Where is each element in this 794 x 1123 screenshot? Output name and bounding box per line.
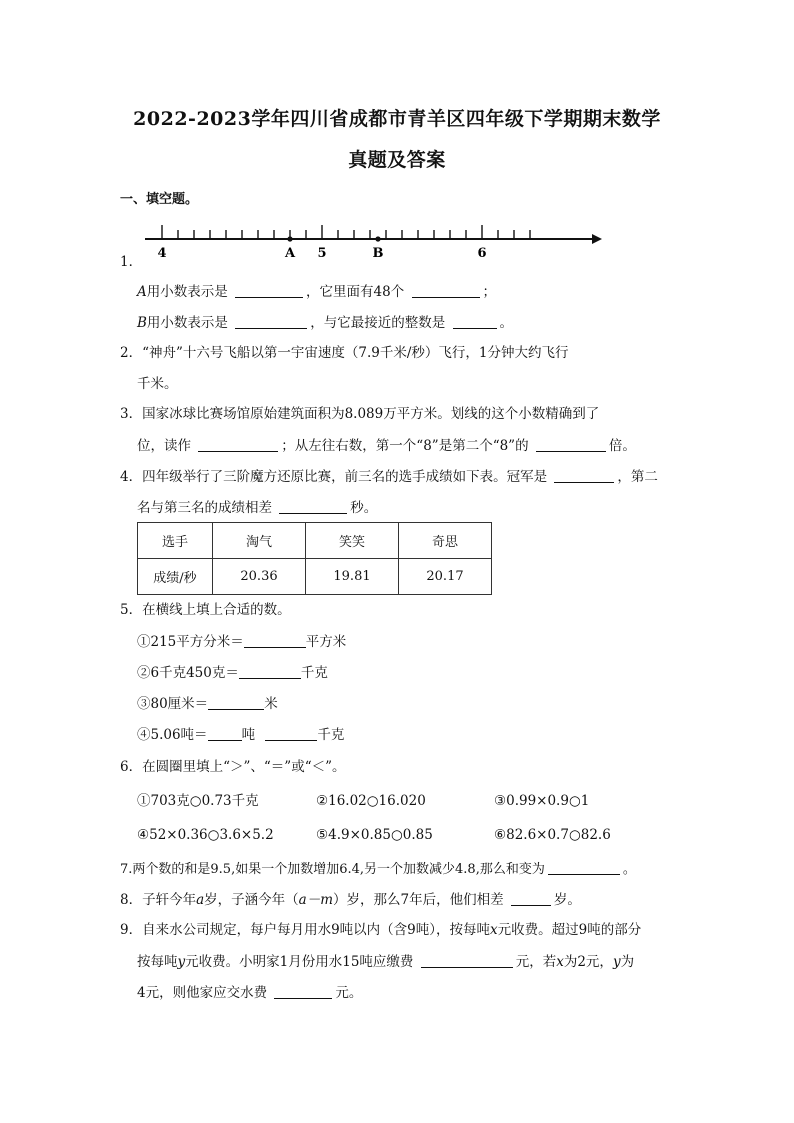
q6-d1: ④52×0.36 <box>137 827 208 843</box>
q3-line1: 3．国家冰球比赛场馆原始建筑面积为8.089万平方米。划线的这个小数精确到了 <box>120 406 600 422</box>
q1-number: 1． <box>120 254 143 270</box>
q5-3a: ③80厘米＝ <box>137 696 209 712</box>
q1-blank-b2[interactable] <box>453 314 497 329</box>
q5-2a: ②6千克450克＝ <box>137 665 239 681</box>
q1-blank-b1[interactable] <box>235 314 307 329</box>
q6-e2: 0.85 <box>402 827 433 843</box>
q5-2b: 千克 <box>300 665 328 681</box>
number-line-label: 6 <box>477 246 487 261</box>
q1-text-a2: ，它里面有48个 <box>306 284 405 300</box>
q5-blank-4a[interactable] <box>208 726 242 741</box>
q6-b2: 16.020 <box>378 793 426 809</box>
q3-line2 <box>137 437 636 454</box>
q7-line <box>120 860 636 878</box>
table-row <box>138 559 492 595</box>
q4-text-1a: 4．四年级举行了三阶魔方还原比赛，前三名的选手成绩如下表。冠军是 <box>120 469 548 485</box>
q9-line1 <box>120 922 641 938</box>
q8-d: 岁。 <box>553 892 581 908</box>
q6-a2: 0.73千克 <box>201 793 259 809</box>
q5-item-1 <box>137 633 346 650</box>
q1-line-a <box>137 283 496 300</box>
q1-text-b1: 用小数表示是 <box>146 315 228 331</box>
q9-2d: 为2元， <box>563 954 613 970</box>
q9-2e: 为 <box>620 954 635 970</box>
q6-c2: 1 <box>580 793 590 809</box>
q9-3b: 元。 <box>335 985 363 1001</box>
q6-item-2 <box>316 793 426 809</box>
q6-e1: ⑤4.9×0.85 <box>316 827 391 843</box>
q9-blank-2[interactable] <box>274 984 332 999</box>
q8-a: 8．子轩今年 <box>120 892 197 908</box>
number-line-label: 4 <box>157 246 167 261</box>
q5-4c: 千克 <box>317 727 345 743</box>
q5-blank-3[interactable] <box>208 695 264 710</box>
compare-circle-icon[interactable]: ○ <box>189 793 202 809</box>
q5-blank-4b[interactable] <box>265 726 317 741</box>
q5-item-4 <box>137 726 344 743</box>
q6-f1: ⑥82.6×0.7 <box>494 827 569 843</box>
q8-var-a: a <box>196 892 205 908</box>
q9-2c: 元，若 <box>515 954 557 970</box>
q6-f2: 82.6 <box>580 827 611 843</box>
q3-text-b: ；从左往右数，第一个“8”是第二个“8”的 <box>281 438 529 454</box>
q4-blank-1[interactable] <box>554 468 614 483</box>
q9-2b: 元收费。小明家1月份用水15吨应缴费 <box>185 954 414 970</box>
q6-d2: 3.6×5.2 <box>219 827 274 843</box>
q6-stem: 6．在圆圈里填上“＞”、“＝”或“＜”。 <box>120 759 346 775</box>
number-line-label: B <box>372 246 384 261</box>
q5-4b: 吨 <box>241 727 256 743</box>
q1-line-b <box>137 314 513 331</box>
q6-item-5 <box>316 827 433 843</box>
q8-var-expr: a－m <box>298 892 334 908</box>
number-line-figure <box>140 222 610 262</box>
q5-blank-1[interactable] <box>244 633 306 648</box>
q4-text-2b: 秒。 <box>350 500 378 516</box>
q5-item-2 <box>137 664 328 681</box>
table-header-cell: 笑笑 <box>306 523 399 559</box>
q1-text-b3: 。 <box>499 315 514 331</box>
table-cell: 19.81 <box>306 559 399 595</box>
q4-text-1b: ，第二 <box>617 469 658 485</box>
q8-blank[interactable] <box>511 891 551 906</box>
q9-var-y: y <box>177 954 186 970</box>
q9-3a: 4元，则他家应交水费 <box>137 985 268 1001</box>
compare-circle-icon[interactable]: ○ <box>366 793 379 809</box>
q5-4a: ④5.06吨＝ <box>137 727 208 743</box>
q4-line1 <box>120 468 658 485</box>
q5-blank-2[interactable] <box>239 664 301 679</box>
q6-item-1 <box>137 793 259 809</box>
table-header-cell: 淘气 <box>213 523 306 559</box>
q9-blank-1[interactable] <box>421 953 513 968</box>
compare-circle-icon[interactable]: ○ <box>568 827 581 843</box>
q3-text-a: 位，读作 <box>137 438 191 454</box>
q6-a1: ①703克 <box>137 793 190 809</box>
q3-blank-2[interactable] <box>536 437 606 452</box>
q2-line2: 千米。 <box>137 376 178 392</box>
q9-var-x-2: x <box>556 954 564 970</box>
q4-text-2a: 名与第三名的成绩相差 <box>137 500 272 516</box>
q8-c: ）岁，那么7年后，他们相差 <box>333 892 504 908</box>
q8-line <box>120 891 581 908</box>
table-header-cell: 奇思 <box>399 523 492 559</box>
q5-1a: ①215平方分米＝ <box>137 634 244 650</box>
scores-table <box>137 522 492 595</box>
q1-var-a: A <box>137 284 147 300</box>
q3-text-c: 倍。 <box>608 438 636 454</box>
q1-text-a1: 用小数表示是 <box>146 284 228 300</box>
label-group <box>157 236 486 261</box>
q5-item-3 <box>137 695 278 712</box>
q7-blank[interactable] <box>548 860 620 875</box>
q9-2a: 按每吨 <box>137 954 178 970</box>
section-heading: 一、填空题。 <box>120 192 199 207</box>
q6-c1: ③0.99×0.9 <box>494 793 569 809</box>
q8-b: 岁，子涵今年（ <box>204 892 299 908</box>
number-line-label: 5 <box>317 246 327 261</box>
q4-line2 <box>137 499 377 516</box>
q7-text: 7.两个数的和是9.5,如果一个加数增加6.4,另一个加数减少4.8,那么和变为 <box>120 862 545 877</box>
q5-stem: 5．在横线上填上合适的数。 <box>120 602 291 618</box>
table-header-cell: 选手 <box>138 523 213 559</box>
page-title-line1: 2022-2023学年四川省成都市青羊区四年级下学期期末数学 <box>133 108 661 130</box>
table-cell: 20.36 <box>213 559 306 595</box>
number-line-label: A <box>284 246 296 261</box>
q6-item-6 <box>494 827 611 843</box>
q9-1a: 9．自来水公司规定，每户每月用水9吨以内（含9吨），按每吨 <box>120 922 491 938</box>
q9-var-y-2: y <box>612 954 621 970</box>
point-marker-b <box>375 236 380 241</box>
q1-text-a3: ； <box>482 284 497 300</box>
q9-1b: 元收费。超过9吨的部分 <box>497 922 642 938</box>
q9-var-x: x <box>490 922 498 938</box>
q1-text-b2: ，与它最接近的整数是 <box>310 315 446 331</box>
q3-blank-1[interactable] <box>198 437 278 452</box>
q6-item-3 <box>494 793 589 809</box>
q4-blank-2[interactable] <box>279 499 347 514</box>
point-marker-a <box>287 236 292 241</box>
q9-line2 <box>137 953 634 970</box>
arrow-head-icon <box>592 234 602 244</box>
q6-b1: ②16.02 <box>316 793 367 809</box>
q1-blank-a1[interactable] <box>235 283 303 298</box>
compare-circle-icon[interactable]: ○ <box>207 827 220 843</box>
compare-circle-icon[interactable]: ○ <box>390 827 403 843</box>
tick-group <box>162 225 530 239</box>
table-header-row <box>138 523 492 559</box>
q1-var-b: B <box>137 315 147 331</box>
q9-line3 <box>137 984 362 1001</box>
table-cell: 20.17 <box>399 559 492 595</box>
q1-blank-a2[interactable] <box>412 283 480 298</box>
q7-end: 。 <box>622 862 636 877</box>
table-cell: 成绩/秒 <box>138 559 213 595</box>
q5-3b: 米 <box>264 696 278 712</box>
page-title-line2: 真题及答案 <box>348 149 446 171</box>
q6-item-4 <box>137 827 274 843</box>
q2-line1: 2．“神舟”十六号飞船以第一宇宙速度（7.9千米/秒）飞行，1分钟大约飞行 <box>120 345 569 361</box>
compare-circle-icon[interactable]: ○ <box>568 793 581 809</box>
q5-1b: 平方米 <box>305 634 347 650</box>
